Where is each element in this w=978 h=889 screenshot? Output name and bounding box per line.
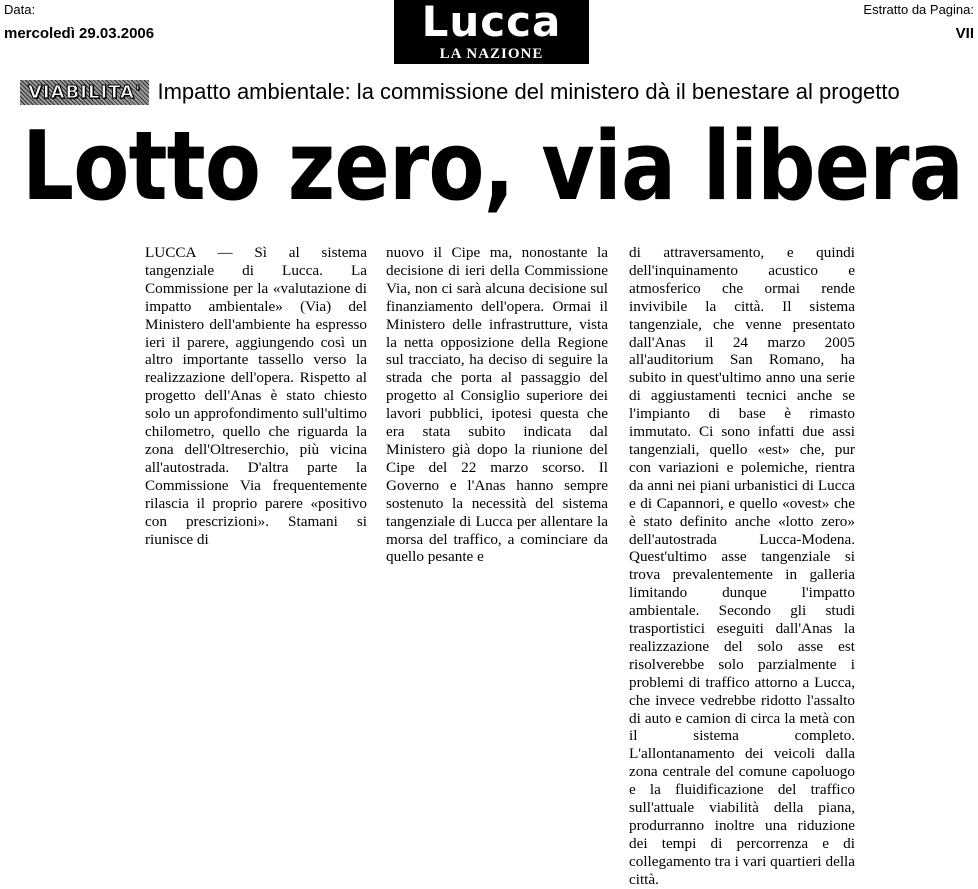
article-column-2: nuovo il Cipe ma, nonostante la decisione di ieri della Commissione Via, non ci sarà alcuna decisione sul finanziamento dell'opera. Ormai il Ministero delle infrastrutture, vista la netta opposizione della Regione sul tracciato, ha deciso di seguire la strada che porta al passaggio del progetto al Consiglio superiore dei lavori pubblici, ipotesi questa che era stata subito indicata dal Ministero già dopo la riunione del Cipe del 22 marzo scorso. Il Governo e l'Anas hanno sempre sostenuto la necessità del sistema tangenziale di Lucca per allentare la morsa del traffico, a cominciare da quello pesante e bbox=[386, 244, 608, 566]
masthead-title: Lucca bbox=[421, 0, 562, 46]
newspaper-masthead bbox=[394, 0, 589, 64]
masthead-subtitle: LA NAZIONE bbox=[439, 46, 544, 62]
date-value: mercoledì 29.03.2006 bbox=[4, 25, 155, 42]
article-headline: Lotto zero, via libera bbox=[22, 112, 963, 222]
header-page-block bbox=[863, 2, 974, 44]
article-kicker: Impatto ambientale: la commissione del ministero dà il benestare al progetto bbox=[157, 79, 900, 104]
kicker-row bbox=[20, 76, 900, 108]
header-date-block bbox=[4, 2, 154, 44]
page-value: VII bbox=[955, 25, 974, 42]
section-tag: VIABILITA' bbox=[20, 80, 149, 105]
date-label: Data: bbox=[4, 2, 36, 17]
page-label: Estratto da Pagina: bbox=[863, 2, 974, 17]
article-column-3: di attraversamento, e quindi dell'inquinamento acustico e atmosferico che ormai rende invivibile la città. Il sistema tangenziale, che venne presentato dall'Anas il 24 marzo 2005 all'auditorium San Romano, ha subito in quest'ultimo anno una serie di aggiustamenti tecnici anche se l'impianto di base è rimasto immutato. Ci sono infatti due assi tangenziali, quello «est» che, pur con variazioni e polemiche, rientra da anni nei piani urbanistici di Lucca e di Capannori, e quello «ovest» che è stato definito anche «lotto zero» dell'autostrada Lucca-Modena. Quest'ultimo asse tangenziale si trova prevalentemente in galleria limitando dunque l'impatto ambientale. Secondo gli studi trasportistici eseguiti dall'Anas la realizzazione del solo asse est risolverebbe solo parzialmente i problemi di traffico attorno a Lucca, che invece vedrebbe ridotto l'assalto di auto e camion di circa la metà con il sistema completo. L'allontanamento dei veicoli dalla zona centrale del comune capoluogo e la fluidificazione del traffico sull'attuale viabilità della piana, produrranno inoltre una riduzione dei tempi di percorrenza e di collegamento tra i vari quartieri della città. bbox=[629, 244, 855, 888]
article-column-1: LUCCA — Sì al sistema tangenziale di Lucca. La Commissione per la «valutazione di impatto ambientale» (Via) del Ministero dell'ambiente ha espresso ieri il parere, aggiungendo così un altro importante tassello verso la realizzazione dell'opera. Rispetto al progetto dell'Anas è stato chiesto solo un approfondimento sull'ultimo chilometro, quello che riguarda la zona dell'Oltreserchio, più vicina all'autostrada. D'altra parte la Commissione Via frequentemente rilascia il proprio parere «positivo con prescrizioni». Stamani si riunisce di bbox=[145, 244, 367, 548]
